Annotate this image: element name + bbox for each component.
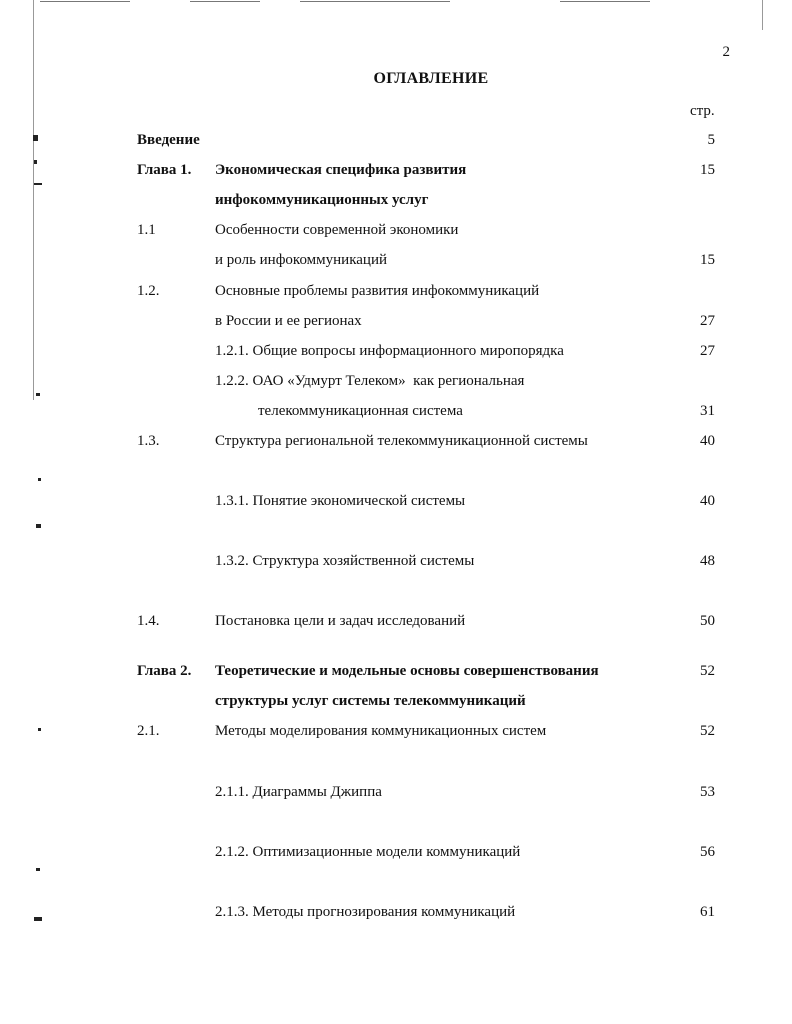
scan-mark — [36, 524, 41, 528]
toc-chapter-title: Экономическая специфика развития — [215, 162, 467, 178]
toc-page: 61 — [700, 904, 715, 920]
toc-chapter-number: Глава 2. — [137, 663, 192, 679]
toc-page: 52 — [700, 723, 715, 739]
toc-chapter-title-cont: структуры услуг системы телекоммуникаций — [215, 693, 526, 709]
scan-top-edge-3 — [300, 1, 450, 2]
toc-subsection-title: 1.3.1. Понятие экономической системы — [215, 493, 466, 509]
toc-page: 40 — [700, 493, 715, 509]
toc-page: 27 — [700, 343, 715, 359]
toc-section-number: 1.4. — [137, 613, 160, 629]
toc-page: 48 — [700, 553, 715, 569]
toc-section-number: 1.3. — [137, 433, 160, 449]
toc-label-introduction: Введение — [137, 132, 200, 148]
toc-chapter-title-cont: инфокоммуникационных услуг — [215, 192, 429, 208]
toc-subsection-title: 1.2.1. Общие вопросы информационного миропорядка — [215, 343, 564, 359]
toc-section-title: Структура региональной телекоммуникационной системы — [215, 433, 588, 449]
scan-top-edge — [40, 1, 130, 2]
toc-page: 50 — [700, 613, 715, 629]
scan-mark — [34, 183, 42, 185]
scan-top-edge-4 — [560, 1, 650, 2]
scan-mark — [36, 393, 40, 396]
page-column-label: стр. — [690, 103, 715, 119]
page-number: 2 — [722, 44, 730, 60]
toc-section-title: Основные проблемы развития инфокоммуникаций — [215, 283, 540, 299]
scan-mark — [36, 868, 40, 871]
toc-section-title-cont: в России и ее регионах — [215, 313, 362, 329]
scan-top-edge-2 — [190, 1, 260, 2]
toc-subsection-title: 1.2.2. ОАО «Удмурт Телеком» как региональная — [215, 373, 525, 389]
toc-subsection-title: 1.3.2. Структура хозяйственной системы — [215, 553, 475, 569]
toc-subsection-title: 2.1.3. Методы прогнозирования коммуникаций — [215, 904, 516, 920]
toc-page: 40 — [700, 433, 715, 449]
toc-subsection-title-cont: телекоммуникационная система — [258, 403, 463, 419]
toc-section-number: 1.1 — [137, 222, 156, 238]
toc-chapter-number: Глава 1. — [137, 162, 192, 178]
scan-mark — [33, 135, 38, 141]
toc-page: 5 — [707, 132, 715, 148]
toc-chapter-title: Теоретические и модельные основы совершенствования — [215, 663, 599, 679]
toc-section-number: 2.1. — [137, 723, 160, 739]
toc-title: ОГЛАВЛЕНИЕ — [373, 70, 489, 87]
toc-page: 52 — [700, 663, 715, 679]
toc-section-title: Постановка цели и задач исследований — [215, 613, 466, 629]
scan-left-edge — [33, 0, 34, 400]
toc-subsection-title: 2.1.2. Оптимизационные модели коммуникаций — [215, 844, 521, 860]
scan-mark — [38, 728, 41, 731]
toc-section-title: Методы моделирования коммуникационных систем — [215, 723, 547, 739]
scan-right-edge — [762, 0, 763, 30]
toc-page: 15 — [700, 162, 715, 178]
scan-mark — [34, 160, 37, 164]
toc-section-title-cont: и роль инфокоммуникаций — [215, 252, 388, 268]
toc-page: 53 — [700, 784, 715, 800]
toc-section-title: Особенности современной экономики — [215, 222, 459, 238]
toc-page: 27 — [700, 313, 715, 329]
toc-page: 56 — [700, 844, 715, 860]
toc-section-number: 1.2. — [137, 283, 160, 299]
scan-mark — [34, 917, 42, 921]
toc-page: 15 — [700, 252, 715, 268]
toc-subsection-title: 2.1.1. Диаграммы Джиппа — [215, 784, 382, 800]
scan-mark — [38, 478, 41, 481]
toc-page: 31 — [700, 403, 715, 419]
